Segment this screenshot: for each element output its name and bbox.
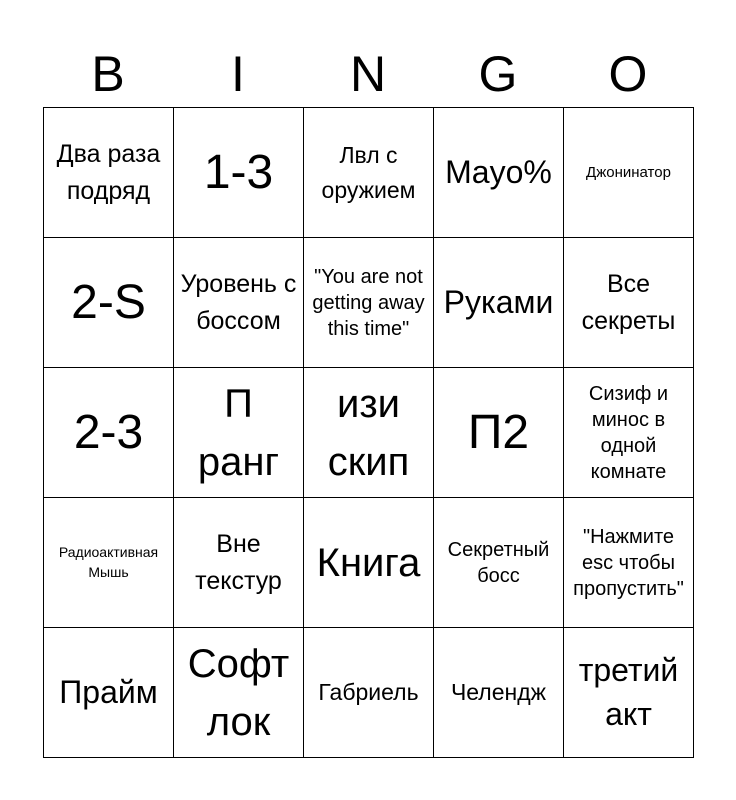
header-letter-b: B (91, 46, 125, 102)
bingo-cell[interactable]: Лвл с оружием (304, 108, 434, 238)
bingo-cell[interactable]: Книга (304, 498, 434, 628)
bingo-cell[interactable]: Сизиф и минос в одной комнате (564, 368, 694, 498)
bingo-cell[interactable]: Все секреты (564, 238, 694, 368)
header-letter-o: O (608, 46, 648, 102)
bingo-cell[interactable]: П2 (434, 368, 564, 498)
header-letter-g: G (478, 46, 518, 102)
bingo-cell[interactable]: Вне текстур (174, 498, 304, 628)
bingo-cell[interactable]: 2-S (44, 238, 174, 368)
bingo-cell[interactable]: изи скип (304, 368, 434, 498)
bingo-cell[interactable]: Прайм (44, 628, 174, 758)
bingo-cell[interactable]: "Нажмите esc чтобы пропустить" (564, 498, 694, 628)
bingo-cell[interactable]: Mayo% (434, 108, 564, 238)
bingo-cell[interactable]: Софт лок (174, 628, 304, 758)
bingo-cell[interactable]: Секретный босс (434, 498, 564, 628)
bingo-cell[interactable]: третий акт (564, 628, 694, 758)
bingo-cell[interactable]: Два раза подряд (44, 108, 174, 238)
bingo-cell[interactable]: Радиоактивная Мышь (44, 498, 174, 628)
bingo-header (43, 40, 693, 108)
bingo-cell[interactable]: Уровень с боссом (174, 238, 304, 368)
header-letter-n: N (349, 46, 387, 102)
bingo-cell[interactable]: П ранг (174, 368, 304, 498)
bingo-cell[interactable]: Челендж (434, 628, 564, 758)
bingo-cell[interactable]: 1-3 (174, 108, 304, 238)
bingo-cell[interactable]: Джонинатор (564, 108, 694, 238)
bingo-cell[interactable]: Габриель (304, 628, 434, 758)
bingo-cell[interactable]: 2-3 (44, 368, 174, 498)
header-letter-i: I (231, 46, 245, 102)
bingo-cell[interactable]: "You are not getting away this time" (304, 238, 434, 368)
bingo-card (43, 107, 694, 758)
bingo-cell[interactable]: Руками (434, 238, 564, 368)
